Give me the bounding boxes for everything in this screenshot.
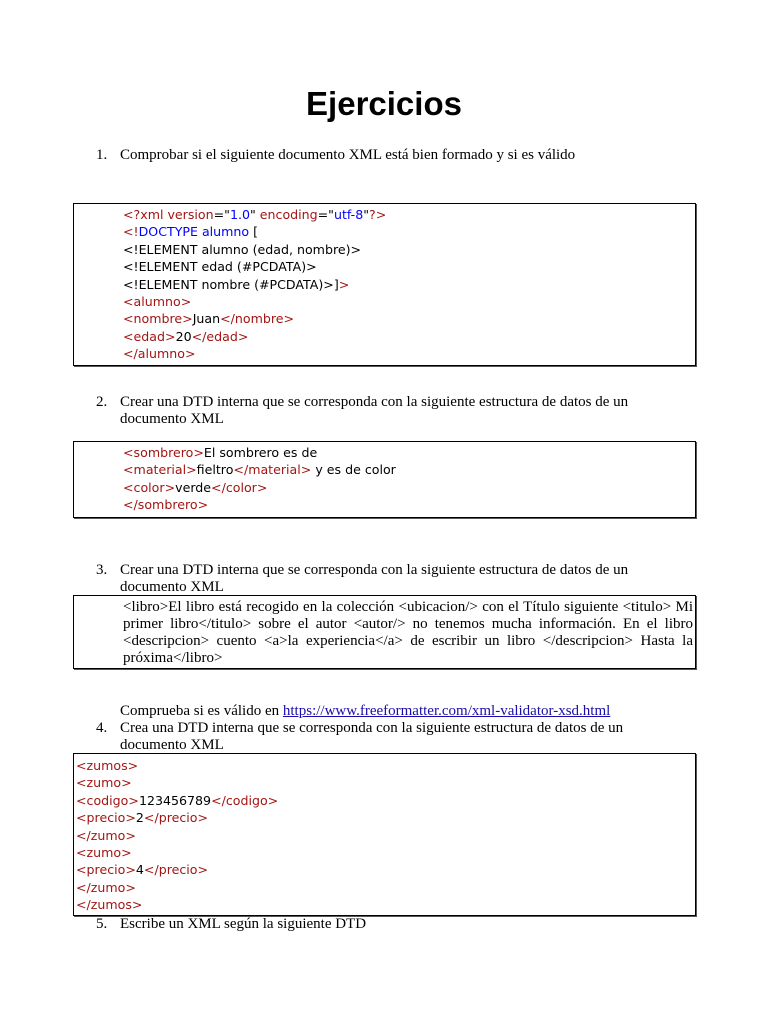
code-line	[123, 496, 396, 513]
validator-note	[120, 703, 610, 720]
code-token: </edad>	[191, 328, 249, 344]
exercise-5-text: Escribe un XML según la siguiente DTD	[120, 916, 367, 932]
code-token: <!	[123, 224, 139, 240]
code-token: ?>	[369, 207, 387, 222]
code-token: <nombre>	[123, 311, 193, 327]
code-line	[123, 345, 386, 362]
code-token: alumno	[197, 224, 250, 240]
validator-link[interactable]: https://www.freeformatter.com/xml-validator-xsd.html	[282, 703, 611, 719]
code-token: utf-8	[333, 207, 364, 222]
code-line	[76, 861, 278, 878]
code-token: <zumos>	[76, 758, 139, 773]
code-token: <material>	[123, 462, 197, 478]
code-box-1	[73, 203, 696, 366]
code-token: </material>	[233, 462, 312, 478]
code-box-2	[73, 441, 696, 518]
code-block-1	[123, 206, 386, 363]
exercise-2-number: 2.	[96, 394, 108, 410]
code-token: "	[250, 207, 260, 222]
code-token: </precio>	[143, 862, 209, 878]
code-line	[76, 896, 278, 913]
code-token: <alumno>	[123, 293, 192, 309]
code-line	[76, 757, 278, 774]
code-token: <codigo>	[76, 792, 139, 808]
code-token: <!ELEMENT nombre (#PCDATA)>]	[123, 276, 339, 292]
code-line	[76, 827, 278, 844]
code-token: fieltro	[196, 462, 234, 478]
code-token: </alumno>	[123, 346, 196, 362]
code-token: encoding	[259, 207, 318, 222]
code-token: 1.0	[229, 207, 250, 222]
code-box-4	[73, 753, 696, 916]
code-token: <color>	[123, 479, 176, 495]
code-line	[123, 223, 386, 240]
code-line	[76, 844, 278, 861]
code-token: El sombrero es de	[203, 445, 318, 460]
exercise-2-text: Crear una DTD interna que se corresponda con la siguiente estructura de datos de un documento XML	[120, 394, 629, 427]
code-token: ="	[213, 207, 230, 222]
code-token: <precio>	[76, 862, 136, 878]
code-token: <zumo>	[76, 844, 132, 860]
code-token: <!ELEMENT edad (#PCDATA)>	[123, 259, 317, 275]
code-token: </codigo>	[211, 792, 279, 808]
code-token: </zumo>	[76, 879, 136, 895]
exercise-1-text: Comprobar si el siguiente documento XML está bien formado y si es válido	[120, 147, 576, 163]
code-token: version	[167, 207, 214, 222]
code-token: Juan	[192, 311, 221, 327]
code-token: verde	[175, 479, 212, 495]
code-token: <zumo>	[76, 775, 132, 791]
code-token: >	[338, 276, 350, 292]
validator-note-text: Comprueba si es válido en	[120, 703, 283, 719]
exercise-1-number: 1.	[96, 147, 108, 163]
code-token: y es de color	[311, 462, 396, 478]
code-token: </color>	[211, 479, 268, 495]
code-token: <sombrero>	[123, 445, 204, 460]
code-line	[123, 241, 386, 258]
code-line	[123, 444, 396, 461]
code-token: 4	[135, 862, 144, 878]
exercise-5-number: 5.	[96, 916, 108, 932]
code-token: <!ELEMENT alumno (edad, nombre)>	[123, 241, 362, 257]
code-token: <?xml	[123, 207, 168, 222]
exercise-4-number: 4.	[96, 720, 108, 736]
code-line	[76, 774, 278, 791]
code-line	[123, 276, 386, 293]
code-line	[76, 879, 278, 896]
code-line	[76, 809, 278, 826]
code-line	[123, 310, 386, 327]
code-token: "	[363, 207, 370, 222]
code-token: <edad>	[123, 328, 176, 344]
code-token: 20	[175, 328, 192, 344]
code-line	[123, 293, 386, 310]
code-token: [	[249, 224, 259, 240]
code-token: DOCTYPE	[138, 224, 198, 240]
exercise-3-number: 3.	[96, 562, 108, 578]
code-token: </zumo>	[76, 827, 136, 843]
code-line	[123, 206, 386, 223]
code-token: 2	[135, 810, 144, 826]
code-token: 123456789	[138, 792, 212, 808]
code-line	[123, 258, 386, 275]
code-token: </sombrero>	[123, 497, 209, 513]
page-title: Ejercicios	[306, 85, 462, 122]
code-line	[123, 479, 396, 496]
exercise-4-text: Crea una DTD interna que se corresponda con la siguiente estructura de datos de un documento XML	[120, 720, 624, 753]
code-line	[123, 328, 386, 345]
code-line	[123, 461, 396, 478]
code-token: </precio>	[143, 810, 209, 826]
text-box-3	[73, 595, 696, 669]
code-token: ="	[317, 207, 334, 222]
code-line	[76, 792, 278, 809]
exercise-3-text: Crear una DTD interna que se corresponda con la siguiente estructura de datos de un documento XML	[120, 562, 629, 595]
libro-xml-text: <libro>El libro está recogido en la colección <ubicacion/> con el Título siguiente <titulo> Mi primer libro</titulo> sobre el autor <autor/> no tenemos mucha información. En el libro <descripcion> cuento <a>la experiencia</a> de escribir un libro </descripcion> Hasta la próxima</libro>	[123, 599, 693, 666]
code-block-4	[76, 757, 278, 914]
code-token: <precio>	[76, 810, 136, 826]
code-token: </nombre>	[220, 311, 295, 327]
code-token: </zumos>	[76, 897, 143, 913]
code-block-2	[123, 444, 396, 514]
